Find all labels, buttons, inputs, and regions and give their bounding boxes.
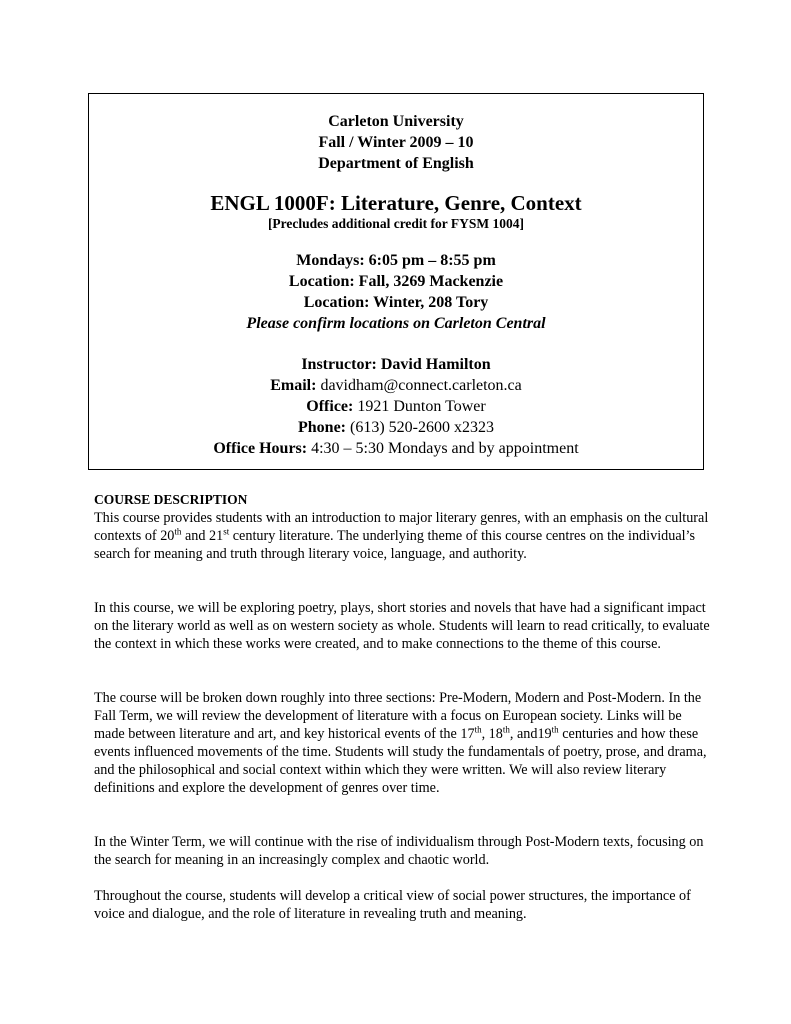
confirm-locations-note: Please confirm locations on Carleton Central: [246, 315, 546, 332]
office-hours-value: 4:30 – 5:30 Mondays and by appointment: [307, 440, 579, 457]
precludes-note: [Precludes additional credit for FYSM 1004]: [267, 216, 525, 231]
course-title: ENGL 1000F: Literature, Genre, Context: [210, 191, 582, 215]
office-value: 1921 Dunton Tower: [353, 398, 486, 415]
phone-line: [89, 417, 703, 438]
description-paragraph-4: In the Winter Term, we will continue with the rise of individualism through Post-Modern texts, focusing on the search for meaning in an increasingly complex and chaotic world.: [94, 834, 704, 868]
instructor-name: Instructor: David Hamilton: [301, 356, 491, 373]
description-paragraph-3: [94, 689, 710, 797]
email-line: [89, 375, 703, 396]
class-schedule: Mondays: 6:05 pm – 8:55 pm: [296, 252, 496, 269]
office-hours-label: Office Hours:: [213, 440, 308, 457]
email-label: Email:: [270, 377, 317, 394]
p3-sup-3: th: [551, 724, 559, 735]
location-winter: Location: Winter, 208 Tory: [303, 294, 489, 311]
office-label: Office:: [306, 398, 354, 415]
p3-text-b: , 18: [481, 726, 503, 742]
p3-sup-2: th: [502, 724, 510, 735]
p1-sup-2: st: [223, 526, 230, 537]
p3-sup-1: th: [474, 724, 482, 735]
p1-text-b: and 21: [181, 528, 224, 544]
office-line: [89, 396, 703, 417]
phone-label: Phone:: [298, 419, 346, 436]
description-paragraph-5: Throughout the course, students will develop a critical view of social power structures, the importance of voice and dialogue, and the role of literature in revealing truth and meaning.: [94, 888, 691, 922]
description-paragraph-1: [94, 509, 710, 563]
office-hours-line: [89, 438, 703, 459]
course-description-heading: COURSE DESCRIPTION: [94, 492, 248, 507]
p3-text-a: The course will be broken down roughly into three sections: Pre-Modern, Modern and Post-Modern. In the Fall Term, we will review the development of literature with a focus on European society. Links will be made between literature and art, and key historical events of the 17: [94, 690, 702, 742]
university-name: Carleton University: [328, 113, 464, 130]
phone-value: (613) 520-2600 x2323: [346, 419, 494, 436]
p3-text-d: centuries and how these events influenced movements of the time. Students will study the fundamentals of poetry, prose, and drama, and the philosophical and social context within which they were written. We will also review literary definitions and explore the development of genres over time.: [94, 726, 707, 796]
p1-text-a: This course provides students with an introduction to major literary genres, with an emphasis on the cultural contexts of 20: [94, 510, 709, 544]
p1-sup-1: th: [174, 526, 182, 537]
course-header-box: [88, 93, 704, 470]
location-fall: Location: Fall, 3269 Mackenzie: [288, 273, 504, 290]
p3-text-c: , and19: [509, 726, 552, 742]
description-paragraph-2: In this course, we will be exploring poetry, plays, short stories and novels that have had a significant impact on the literary world as well as on western society as whole. Students will learn to read critically, to evaluate the context in which these works were created, and to make connections to the theme of this course.: [94, 600, 710, 652]
academic-term: Fall / Winter 2009 – 10: [318, 134, 474, 151]
p1-text-c: century literature. The underlying theme of this course centres on the individual’s search for meaning and truth through literary voice, language, and authority.: [94, 528, 696, 562]
email-value: davidham@connect.carleton.ca: [316, 377, 522, 394]
department-name: Department of English: [318, 155, 474, 172]
